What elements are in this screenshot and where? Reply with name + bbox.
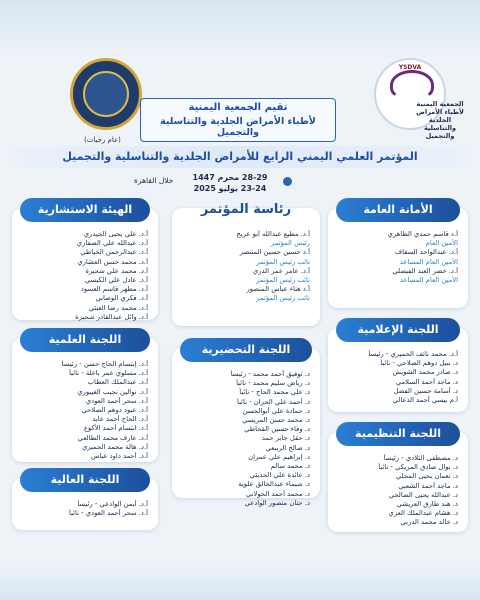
member-name: د. هشام عبدالملك العزي xyxy=(388,509,458,518)
member-name: د. وفاء حسين القحاطي xyxy=(244,425,310,434)
member-name: أ.د. عبود دوهم الصلاحي xyxy=(81,406,148,415)
member-list xyxy=(338,230,458,285)
member-name: أ.د. نوالين نجيب الغيبوري xyxy=(77,387,148,396)
member-name: أ.د. عارف محمد الطالعي xyxy=(77,433,148,442)
member-list xyxy=(182,370,310,508)
member-name: د. أسامة حسين الفضل xyxy=(393,386,458,395)
member-name: د. هند طارق العريشي xyxy=(396,500,458,509)
bottom-wave-decoration xyxy=(0,560,480,600)
conference-dates xyxy=(180,172,280,194)
member-name: أ.د. عبدالواحد السقاف xyxy=(395,248,458,257)
ysdva-mark-icon xyxy=(390,70,434,100)
card-title: الأمانة العامة xyxy=(336,198,460,222)
member-name: أ.د. أحمد داود عباس xyxy=(90,452,148,461)
title-line2: لأطباء الأمراض الجلدية والتناسلية والتجميل xyxy=(160,116,316,138)
member-name: أ.د. محمد نائف الحميري - رئيساً xyxy=(368,350,458,358)
member-name: أ.د قاسم حمدي الظاهري xyxy=(387,230,458,238)
date-hijri: 28-29 محرم 1447 xyxy=(192,173,268,182)
emblem-caption: (عام رجيات) xyxy=(84,136,121,144)
member-name: د. إبراهيم علي عمران xyxy=(248,452,310,461)
card-title: الهيئة الاستشارية xyxy=(20,198,150,222)
member-name: د. حمادة علي أبوالحسن xyxy=(242,406,310,415)
member-name: أ.د. عبدالله علي الصفاري xyxy=(76,239,148,248)
member-name: د. توفيق أحمد محمد - رئيساً xyxy=(230,370,310,378)
member-role: الأمين العام المساعد xyxy=(399,276,458,285)
member-name: د. رياض سليم محمد - نائباً xyxy=(236,379,310,388)
conference-place: خلال القاهرة xyxy=(134,176,174,185)
member-name: د. مصطفى التلادي - رئيساً xyxy=(383,454,458,462)
member-name: أ.د. فكري الوصابي xyxy=(95,294,148,303)
date-gregorian: 23-24 يوليو 2025 xyxy=(193,184,267,193)
member-name: د. صالح الربيعي xyxy=(265,443,310,452)
member-name: أ.د. علي يحيى الحيدري xyxy=(83,230,148,238)
card-media xyxy=(328,323,468,412)
member-name: أ.د. أيمن الوادعي - رئيساً xyxy=(77,500,148,508)
member-name: د. محمد سالم xyxy=(270,462,310,471)
location-pin-icon xyxy=(283,177,292,186)
card-organizing xyxy=(328,427,468,532)
member-name: د. عائدة علي الحديثي xyxy=(249,471,310,480)
member-name: أ.د. عادل علي الكبسي xyxy=(84,276,148,285)
card-preparatory xyxy=(172,343,320,507)
member-list xyxy=(338,454,458,528)
member-name: د. ماجد أحمد السلامي xyxy=(395,377,458,386)
member-name: أ.د. عبدالرحمن الخياطي xyxy=(80,248,148,257)
member-name: د. شيماء عبدالخالق علوية xyxy=(238,480,310,489)
member-list xyxy=(338,350,458,405)
member-list xyxy=(22,360,148,461)
member-name: د. نعمان يحيى المجلي xyxy=(395,472,458,481)
member-name: أ.د. محمد حسن العشاري xyxy=(77,257,148,266)
card-presidency xyxy=(172,202,320,326)
card-title: اللجنة التنظيمية xyxy=(336,422,460,446)
member-role: رئيس المؤتمر xyxy=(270,239,310,248)
member-name: د. ماجد أحمد الشعبي xyxy=(398,481,458,490)
member-role: الأمين العام xyxy=(425,239,458,248)
emblem-seal-icon xyxy=(83,71,129,117)
card-higher xyxy=(12,473,158,530)
member-name: د. خالد محمد الدربي xyxy=(400,518,458,527)
member-name: أ.د. محمد علي شحيرة xyxy=(85,266,148,275)
member-name: أ.د. سحر أحمد العودي xyxy=(85,396,148,405)
card-title: اللجنة التحضيرية xyxy=(180,338,312,362)
member-name: د. محمد حسن المريسي xyxy=(242,416,310,425)
title-line1: تقيم الجمعية اليمنية xyxy=(188,102,288,113)
member-name: أ.د. مطهر قاسم العسود xyxy=(80,285,148,294)
member-name: د. أحمد علي الحزان - نائباً xyxy=(237,397,310,406)
member-name: د. صادر محمد الشويش xyxy=(392,368,458,377)
card-title: رئاسة المؤتمر xyxy=(200,202,292,217)
member-role: نائب رئيس المؤتمر xyxy=(256,294,310,303)
member-name: أ.د. وائل عبدالقادر شحيرة xyxy=(75,312,148,321)
member-name: أ.د. مسلوي عمر باعلة - نائباً xyxy=(69,369,148,378)
member-name: أ.د. عامر عمر الدري xyxy=(252,266,310,275)
member-name: أ.د. محمد رضا الغيثي xyxy=(88,303,148,312)
member-name: د. علي محمد الحاج - نائباً xyxy=(239,388,310,397)
member-name: أ.د. عبدالملك العطاب xyxy=(87,378,148,387)
member-role: نائب رئيس المؤتمر xyxy=(256,276,310,285)
emblem-logo xyxy=(70,58,142,130)
member-name: د. حنان منصور الوادعي xyxy=(244,498,310,507)
title-box xyxy=(140,98,336,142)
member-name: أ.د. إبتسام الحاج حسن - رئيساً xyxy=(61,360,148,368)
card-title: اللجنة العلمية xyxy=(20,328,150,352)
member-name: أ.د. خضر العبد الفيصلي xyxy=(392,266,458,275)
top-wave-decoration xyxy=(0,0,480,60)
member-name: د. محمد أحمد الخولاني xyxy=(245,489,310,498)
member-list xyxy=(182,230,310,304)
member-list xyxy=(22,500,148,518)
card-scientific xyxy=(12,333,158,462)
member-name: أ.د. سحر أحمد العودي - نائباً xyxy=(69,509,148,518)
member-role: الأمين العام المساعد xyxy=(399,257,458,266)
member-name: أ.د. مطيع عبدالله أبو عريج xyxy=(236,230,310,238)
card-title: اللجنة الإعلامية xyxy=(336,318,460,342)
member-list xyxy=(22,230,148,322)
member-name: أ.م بيسي أحمد الدعالي xyxy=(392,396,458,405)
conference-banner: المؤتمر العلمي اليمني الرابع للأمراض الجلدية والتناسلية والتجميل xyxy=(10,146,470,168)
org-name-right: الجمعية اليمنية لأطباء الأمراض الجلدية والتناسلية والتجميل xyxy=(416,100,464,140)
card-general-secretariat xyxy=(328,203,468,308)
member-name: أ.د حسين حسين المنتصر xyxy=(239,248,310,257)
ysdva-logo-text: YSDVA xyxy=(398,64,422,71)
member-name: د. عبدالله يحيى الصالحي xyxy=(388,490,458,499)
member-name: أ.د. ابتسام أحمد الأكوع xyxy=(83,424,148,433)
member-name: أ.د. هالة محمد الحميري xyxy=(81,442,148,451)
card-title: اللجنة العالية xyxy=(20,468,150,492)
member-name: د. حقل جابر حمد xyxy=(261,434,310,443)
member-role: نائب رئيس المؤتمر xyxy=(256,257,310,266)
member-name: أ.د هناء عباس المنصور xyxy=(246,285,310,294)
member-name: أ.د. الحاج أحمد عابد xyxy=(92,415,148,424)
member-name: د. نبيل دوهم الصلاحي - نائباً xyxy=(380,359,458,368)
card-advisory xyxy=(12,203,158,321)
member-name: د. نوال صادق المريكي - نائباً xyxy=(378,463,458,472)
